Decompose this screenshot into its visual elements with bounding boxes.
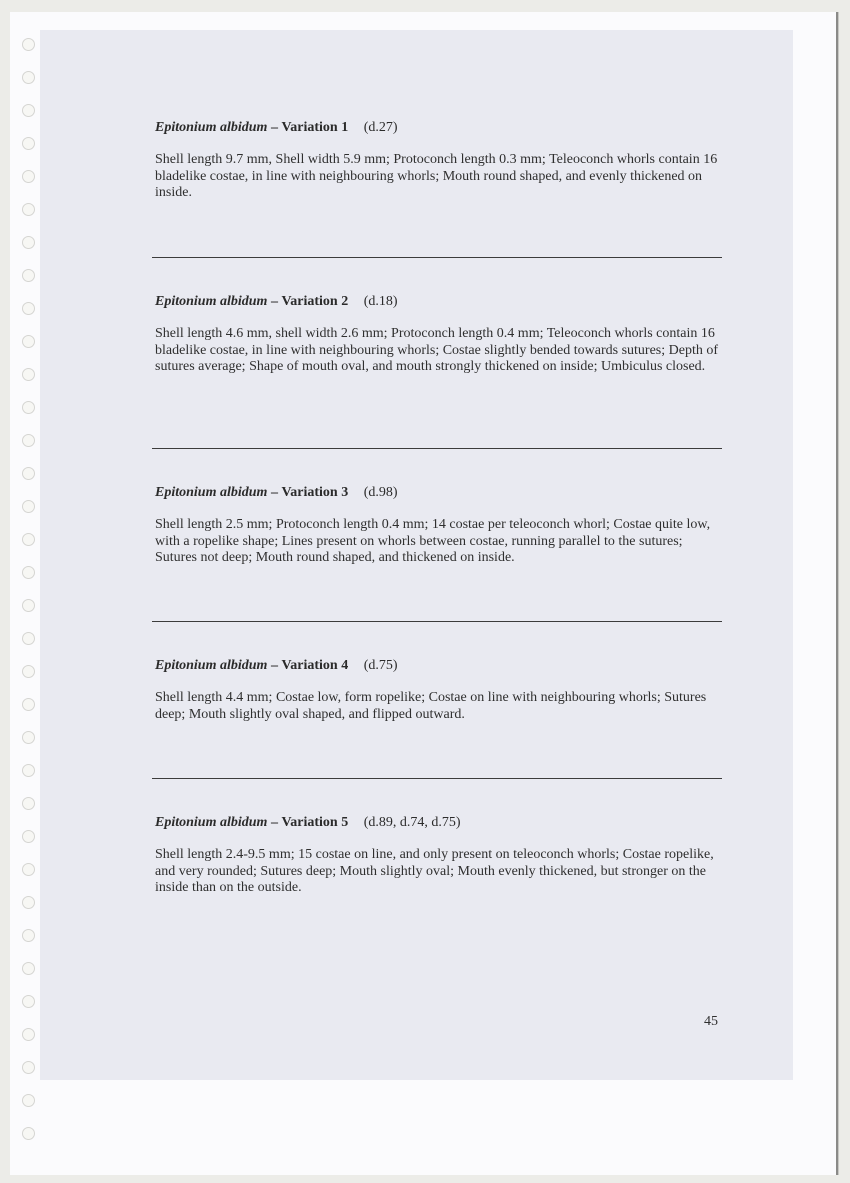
specimen-refs: (d.27) [363,120,398,135]
punch-hole-icon [22,896,35,909]
punch-hole-icon [22,731,35,744]
punch-hole-icon [22,1127,35,1140]
punch-hole-icon [22,335,35,348]
punch-hole-icon [22,302,35,315]
punch-hole-icon [22,533,35,546]
variation-entry-5 [155,814,725,897]
variation-entry-2 [155,293,725,376]
entry-description: Shell length 4.4 mm; Costae low, form ropelike; Costae on line with neighbouring whorls; Sutures deep; Mouth slightly oval shaped, and flipped outward. [155,690,707,722]
title-dash: – [270,294,278,309]
variation-entry-4 [155,657,725,723]
page-number: 45 [704,1014,718,1029]
punch-hole-icon [22,764,35,777]
specimen-refs: (d.18) [363,294,398,309]
entry-heading [155,657,725,675]
section-divider [152,621,722,622]
punch-hole-icon [22,71,35,84]
entry-description: Shell length 9.7 mm, Shell width 5.9 mm; Protoconch length 0.3 mm; Teleoconch whorls contain 16 bladelike costae, in line with neighbouring whorls; Mouth round shaped, and evenly thickened on inside. [155,152,718,201]
punch-hole-icon [22,665,35,678]
entry-description: Shell length 2.5 mm; Protoconch length 0.4 mm; 14 costae per teleoconch whorl; Costae quite low, with a ropelike shape; Lines present on whorls between costae, running parallel to the sutures; Sutures not deep; Mouth round shaped, and thickened on inside. [155,517,711,566]
punch-hole-icon [22,38,35,51]
species-name: Epitonium albidum [155,658,268,673]
punch-hole-icon [22,1094,35,1107]
entry-heading [155,484,725,502]
punch-hole-icon [22,467,35,480]
section-divider [152,448,722,449]
variation-label: Variation 4 [281,658,349,673]
punch-hole-icon [22,632,35,645]
specimen-refs: (d.75) [363,658,398,673]
entry-description: Shell length 2.4-9.5 mm; 15 costae on line, and only present on teleoconch whorls; Costae ropelike, and very rounded; Sutures deep; Mouth slightly oval; Mouth evenly thickened, but stronger on the inside than on the outside. [155,847,714,896]
title-dash: – [270,658,278,673]
species-name: Epitonium albidum [155,294,268,309]
species-name: Epitonium albidum [155,120,268,135]
title-dash: – [270,815,278,830]
punch-hole-icon [22,137,35,150]
title-dash: – [270,485,278,500]
punch-hole-icon [22,698,35,711]
punch-hole-icon [22,566,35,579]
specimen-refs: (d.89, d.74, d.75) [363,815,461,830]
punch-hole-icon [22,599,35,612]
variation-label: Variation 2 [281,294,349,309]
punch-hole-icon [22,203,35,216]
punch-hole-icon [22,368,35,381]
species-name: Epitonium albidum [155,485,268,500]
punch-hole-icon [22,104,35,117]
punch-hole-icon [22,500,35,513]
punch-hole-icon [22,797,35,810]
variation-label: Variation 5 [281,815,349,830]
punch-hole-icon [22,170,35,183]
entry-heading [155,119,725,137]
variation-label: Variation 3 [281,485,349,500]
entry-description: Shell length 4.6 mm, shell width 2.6 mm; Protoconch length 0.4 mm; Teleoconch whorls contain 16 bladelike costae, in line with neighbouring whorls; Costae slightly bended towards sutures; Depth of sutures average; Shape of mouth oval, and mouth strongly thickened on inside; Umbiculus closed. [155,326,719,375]
punch-hole-icon [22,236,35,249]
variation-entry-1 [155,119,725,202]
punch-hole-icon [22,863,35,876]
punch-hole-icon [22,1061,35,1074]
section-divider [152,778,722,779]
punch-hole-icon [22,995,35,1008]
punch-hole-icon [22,269,35,282]
punch-hole-icon [22,434,35,447]
punch-hole-icon [22,1028,35,1041]
variation-entry-3 [155,484,725,567]
specimen-refs: (d.98) [363,485,398,500]
variation-label: Variation 1 [281,120,349,135]
entry-heading [155,814,725,832]
punch-hole-icon [22,929,35,942]
punch-hole-icon [22,401,35,414]
entry-heading [155,293,725,311]
title-dash: – [270,120,278,135]
section-divider [152,257,722,258]
punch-hole-icon [22,830,35,843]
punch-hole-icon [22,962,35,975]
species-name: Epitonium albidum [155,815,268,830]
